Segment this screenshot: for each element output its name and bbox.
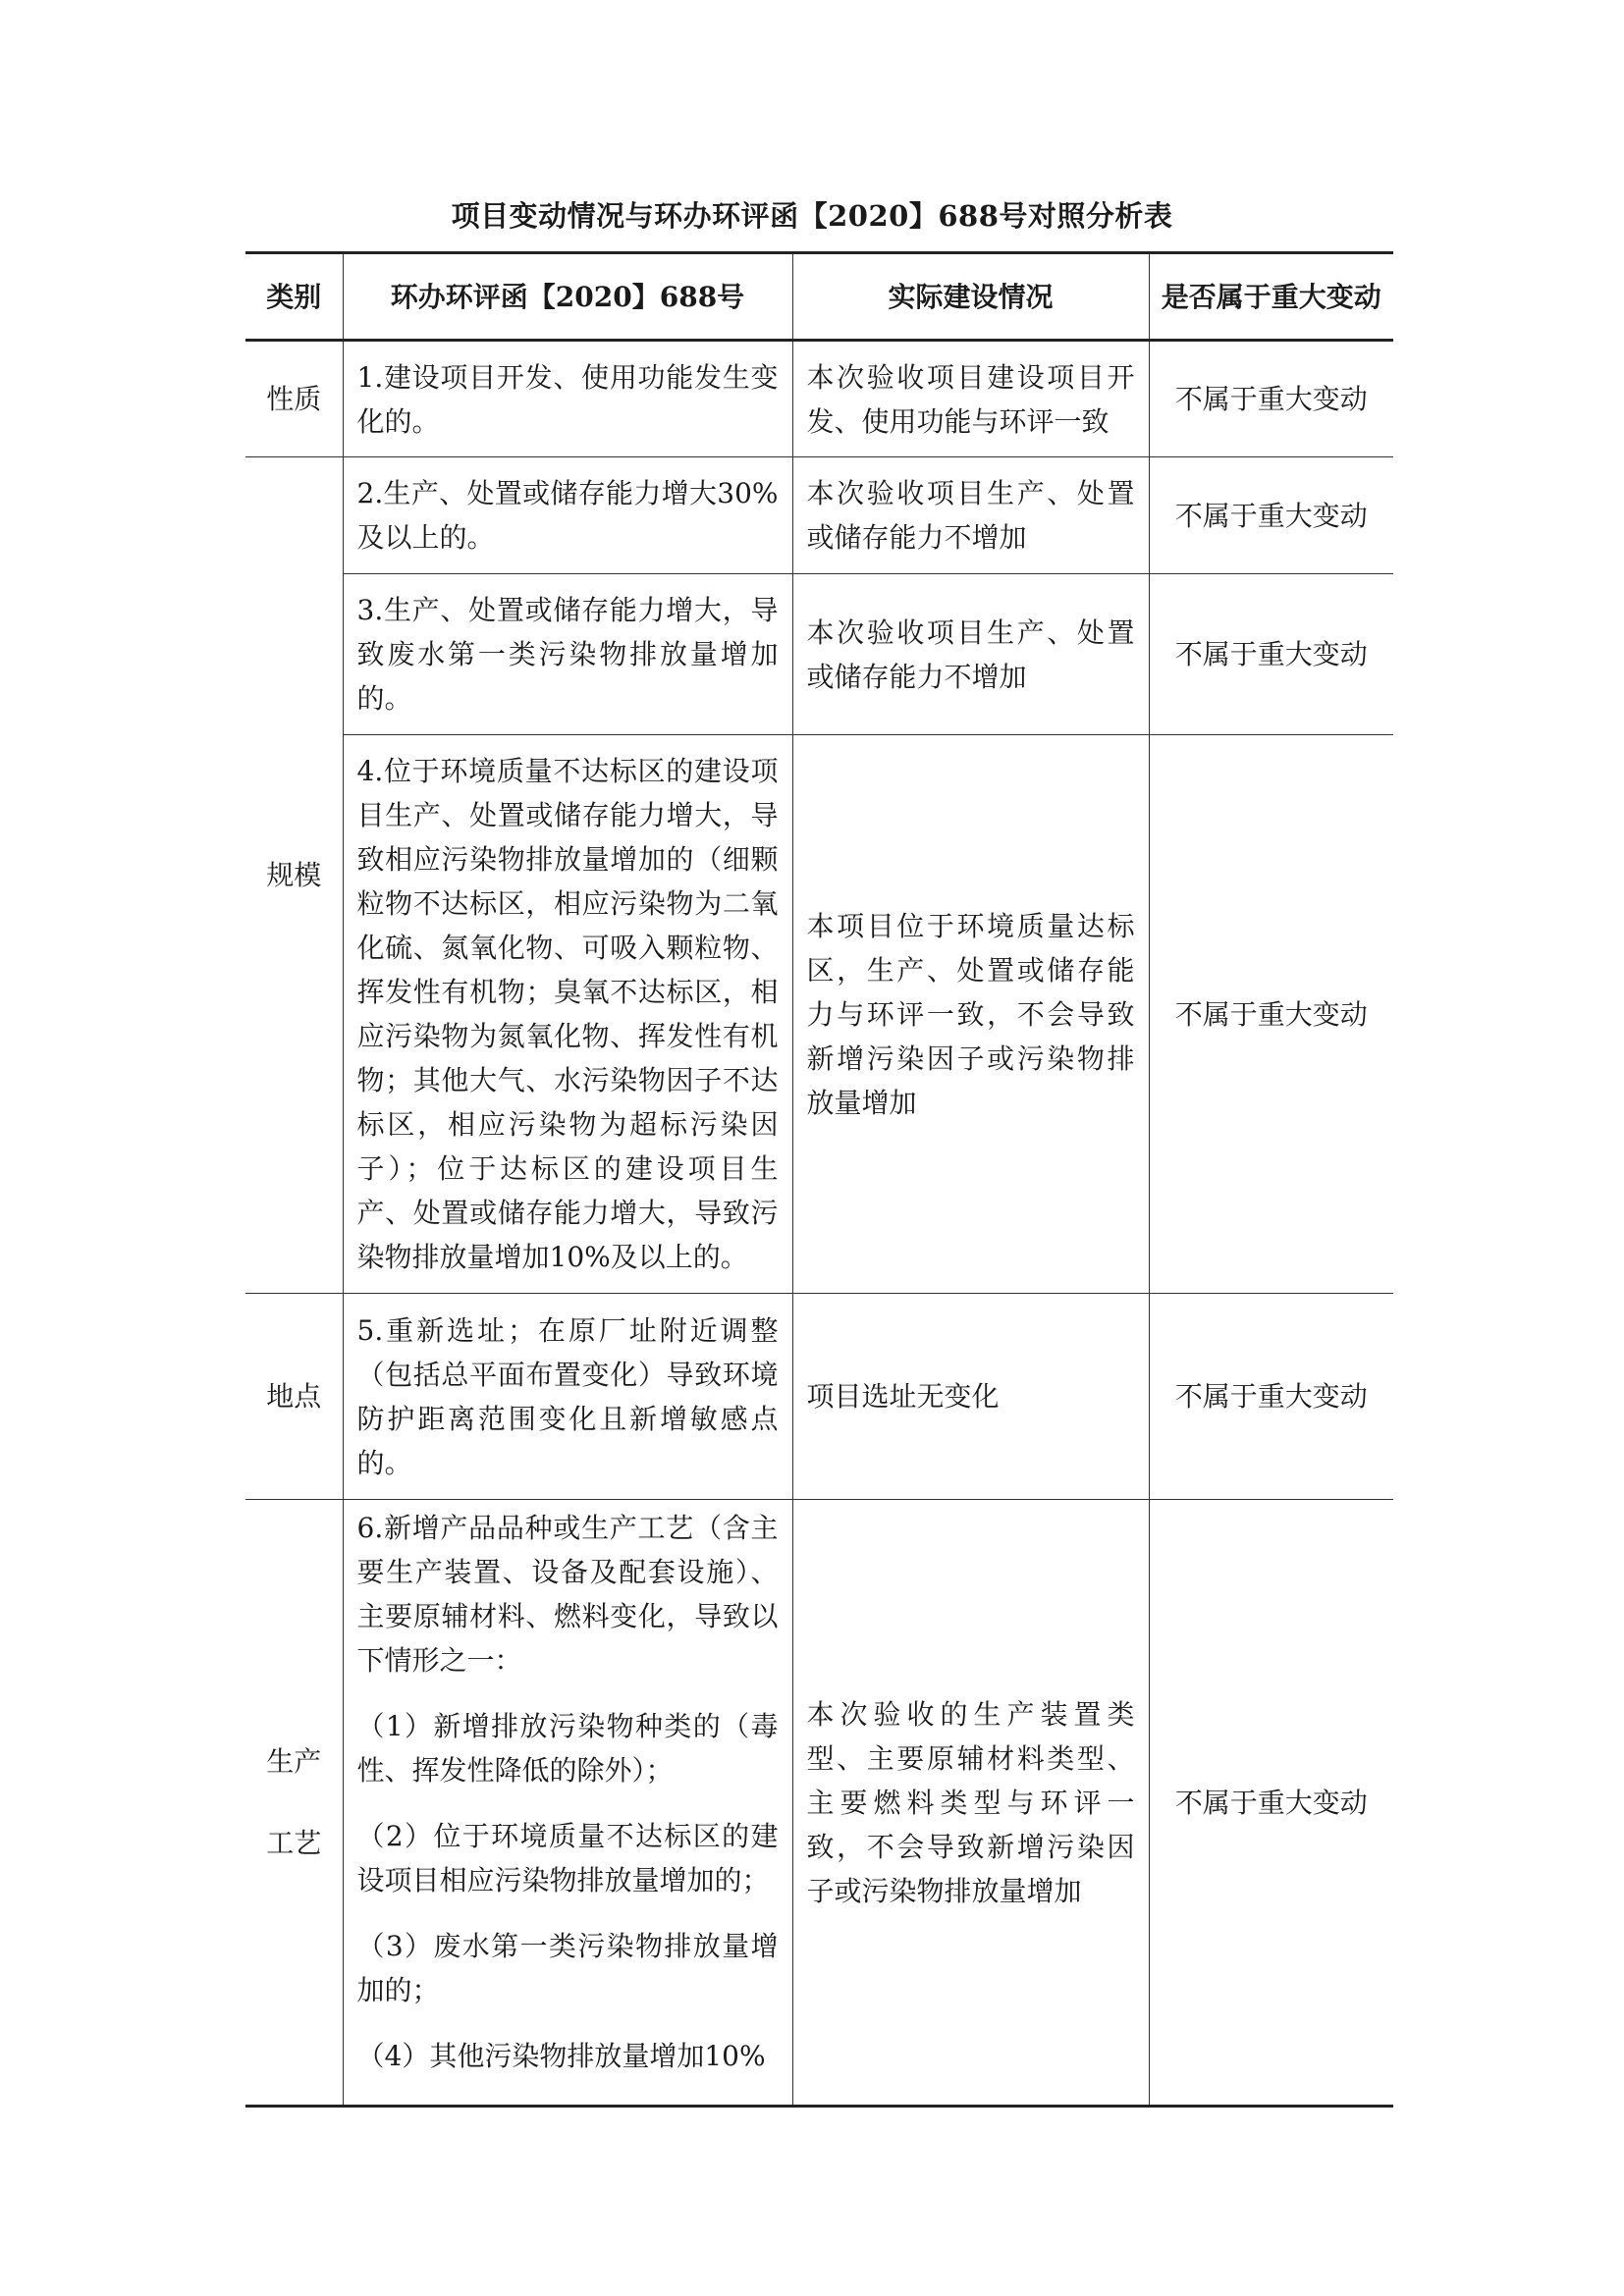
category-cell: 性质 (245, 341, 343, 457)
category-cell: 地点 (245, 1294, 343, 1500)
comparison-table (245, 251, 1393, 2108)
header-actual: 实际建设情况 (792, 253, 1149, 341)
header-requirement: 环办环评函【2020】688号 (343, 253, 792, 341)
table-row (245, 341, 1393, 457)
header-category: 类别 (245, 253, 343, 341)
requirement-item: 6.新增产品品种或生产工艺（含主要生产装置、设备及配套设施）、主要原辅材料、燃料变化，导致以下情形之一： (356, 1512, 779, 1677)
requirement-cell: 3.生产、处置或储存能力增大，导致废水第一类污染物排放量增加的。 (343, 574, 792, 735)
table-title: 项目变动情况与环办环评函【2020】688号对照分析表 (451, 199, 1173, 233)
requirement-cell: 4.位于环境质量不达标区的建设项目生产、处置或储存能力增大，导致相应污染物排放量增加的（细颗粒物不达标区，相应污染物为二氧化硫、氮氧化物、可吸入颗粒物、挥发性有机物；臭氧不达标区，相应污染物为氮氧化物、挥发性有机物；其他大气、水污染物因子不达标区，相应污染物为超标污染因子）；位于达标区的建设项目生产、处置或储存能力增大，导致污染物排放量增加10%及以上的。 (343, 735, 792, 1294)
verdict-cell: 不属于重大变动 (1149, 457, 1393, 574)
requirement-cell: 5.重新选址；在原厂址附近调整（包括总平面布置变化）导致环境防护距离范围变化且新增敏感点的。 (343, 1294, 792, 1500)
verdict-cell: 不属于重大变动 (1149, 341, 1393, 457)
category-cell: 规模 (245, 457, 343, 1294)
actual-cell: 本次验收项目建设项目开发、使用功能与环评一致 (792, 341, 1149, 457)
table-row (245, 1500, 1393, 2107)
category-line: 生产 (266, 1745, 322, 1778)
requirement-cell (343, 1500, 792, 2107)
category-cell (245, 1500, 343, 2107)
table-row (245, 457, 1393, 574)
table-row (245, 1294, 1393, 1500)
requirement-cell: 1.建设项目开发、使用功能发生变化的。 (343, 341, 792, 457)
actual-cell: 项目选址无变化 (792, 1294, 1149, 1500)
verdict-cell: 不属于重大变动 (1149, 1500, 1393, 2107)
category-line: 工艺 (266, 1827, 322, 1859)
header-verdict: 是否属于重大变动 (1149, 253, 1393, 341)
table-row (245, 735, 1393, 1294)
actual-cell: 本项目位于环境质量达标区，生产、处置或储存能力与环评一致，不会导致新增污染因子或污染物排放量增加 (792, 735, 1149, 1294)
requirement-item: （2）位于环境质量不达标区的建设项目相应污染物排放量增加的； (356, 1820, 779, 1896)
requirement-item: （3）废水第一类污染物排放量增加的； (356, 1930, 779, 2006)
table-row (245, 574, 1393, 735)
verdict-cell: 不属于重大变动 (1149, 735, 1393, 1294)
actual-cell: 本次验收的生产装置类型、主要原辅材料类型、主要燃料类型与环评一致，不会导致新增污染因子或污染物排放量增加 (792, 1500, 1149, 2107)
table-header-row (245, 253, 1393, 341)
verdict-cell: 不属于重大变动 (1149, 574, 1393, 735)
requirement-item: （1）新增排放污染物种类的（毒性、挥发性降低的除外）； (356, 1710, 779, 1787)
requirement-cell: 2.生产、处置或储存能力增大30%及以上的。 (343, 457, 792, 574)
verdict-cell: 不属于重大变动 (1149, 1294, 1393, 1500)
actual-cell: 本次验收项目生产、处置或储存能力不增加 (792, 574, 1149, 735)
actual-cell: 本次验收项目生产、处置或储存能力不增加 (792, 457, 1149, 574)
requirement-item: （4）其他污染物排放量增加10% (356, 2040, 766, 2072)
